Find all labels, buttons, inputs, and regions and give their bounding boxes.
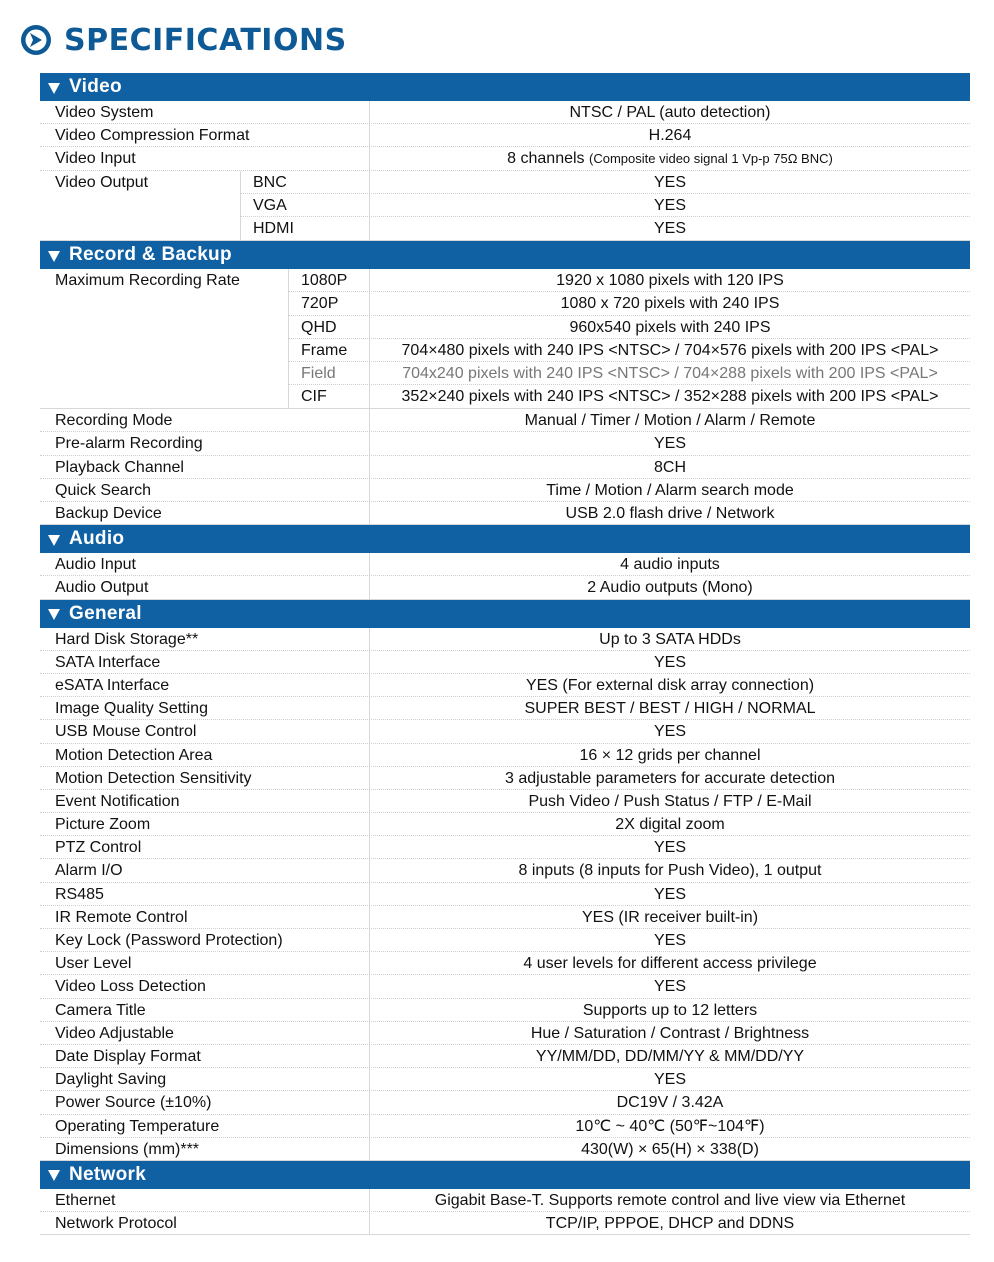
title-text: SPECIFICATIONS [64,22,347,58]
spec-row: Network Protocol TCP/IP, PPPOE, DHCP and DDNS [40,1212,970,1235]
spec-row: SATA Interface YES [40,651,970,674]
sub-row: Field 704x240 pixels with 240 IPS <NTSC> / 704×288 pixels with 200 IPS <PAL> [288,362,970,385]
spec-row: Key Lock (Password Protection) YES [40,929,970,952]
spec-row: Hard Disk Storage** Up to 3 SATA HDDs [40,628,970,651]
spec-row: Camera Title Supports up to 12 letters [40,999,970,1022]
spec-group-video-output: Video Output BNC YES VGA YES HDMI YES [40,171,970,242]
sub-row: VGA YES [240,194,970,217]
spec-row: Picture Zoom 2X digital zoom [40,813,970,836]
section-header-general: General [40,600,970,628]
spec-row: Backup Device USB 2.0 flash drive / Network [40,502,970,525]
spec-row: USB Mouse Control YES [40,720,970,743]
spec-row: Audio Output 2 Audio outputs (Mono) [40,576,970,599]
spec-group-recording-rate: Maximum Recording Rate 1080P 1920 x 1080 pixels with 120 IPS 720P 1080 x 720 pixels with 240 IPS QHD 960x540 pixels with 240 IPS Frame 704×480 pixels with 240 IPS <NTSC> / 704×576 pixels with 200 IPS <PAL> Field 704x240 pixels with 240 IPS <NTSC> / 704×288 pixels with 200 IPS <PAL> CIF 352×240 pixels with 240 IPS <NTSC> / 352×288 pixels with 200 IPS <PAL> [40,269,970,409]
spec-row: Image Quality Setting SUPER BEST / BEST / HIGH / NORMAL [40,697,970,720]
spec-row: Recording Mode Manual / Timer / Motion / Alarm / Remote [40,409,970,432]
audio-rows [40,553,970,599]
network-rows [40,1189,970,1235]
triangle-down-icon [48,1170,60,1181]
spec-row: Pre-alarm Recording YES [40,432,970,455]
spec-row: eSATA Interface YES (For external disk array connection) [40,674,970,697]
section-header-audio: Audio [40,525,970,553]
spec-row: PTZ Control YES [40,836,970,859]
spec-row: Audio Input 4 audio inputs [40,553,970,576]
sub-row: CIF 352×240 pixels with 240 IPS <NTSC> / 352×288 pixels with 200 IPS <PAL> [288,385,970,408]
spec-row: Video Adjustable Hue / Saturation / Contrast / Brightness [40,1022,970,1045]
section-header-network: Network [40,1161,970,1189]
spec-row: Alarm I/O 8 inputs (8 inputs for Push Video), 1 output [40,859,970,882]
triangle-down-icon [48,535,60,546]
spec-row: Date Display Format YY/MM/DD, DD/MM/YY & MM/DD/YY [40,1045,970,1068]
sub-row: Frame 704×480 pixels with 240 IPS <NTSC> / 704×576 pixels with 200 IPS <PAL> [288,339,970,362]
spec-row: IR Remote Control YES (IR receiver built-in) [40,906,970,929]
spec-table [40,73,970,1235]
spec-row: Video Loss Detection YES [40,975,970,998]
sub-row: 720P 1080 x 720 pixels with 240 IPS [288,292,970,315]
spec-row: Ethernet Gigabit Base-T. Supports remote control and live view via Ethernet [40,1189,970,1212]
triangle-down-icon [48,609,60,620]
sub-row: 1080P 1920 x 1080 pixels with 120 IPS [288,269,970,292]
section-header-video: Video [40,73,970,101]
record-rows [40,409,970,525]
general-rows [40,628,970,1161]
triangle-down-icon [48,83,60,94]
spec-row: Video Input 8 channels (Composite video signal 1 Vp-p 75Ω BNC) [40,147,970,170]
spec-row: User Level 4 user levels for different access privilege [40,952,970,975]
spec-row: Motion Detection Area 16 × 12 grids per channel [40,744,970,767]
page-title [20,20,347,60]
spec-row: RS485 YES [40,883,970,906]
sub-row: BNC YES [240,171,970,194]
spec-row: Operating Temperature 10℃ ~ 40℃ (50℉~104℉) [40,1115,970,1138]
sub-row: HDMI YES [240,217,970,240]
spec-row: Event Notification Push Video / Push Status / FTP / E-Mail [40,790,970,813]
spec-row: Daylight Saving YES [40,1068,970,1091]
spec-row: Power Source (±10%) DC19V / 3.42A [40,1091,970,1114]
spec-row: Motion Detection Sensitivity 3 adjustable parameters for accurate detection [40,767,970,790]
spec-row: Video Compression Format H.264 [40,124,970,147]
sub-row: QHD 960x540 pixels with 240 IPS [288,316,970,339]
section-header-record: Record & Backup [40,241,970,269]
triangle-down-icon [48,251,60,262]
spec-row: Video System NTSC / PAL (auto detection) [40,101,970,124]
arrow-circle-icon [20,24,52,56]
spec-row: Quick Search Time / Motion / Alarm search mode [40,479,970,502]
spec-row: Playback Channel 8CH [40,456,970,479]
spec-row: Dimensions (mm)*** 430(W) × 65(H) × 338(D) [40,1138,970,1161]
